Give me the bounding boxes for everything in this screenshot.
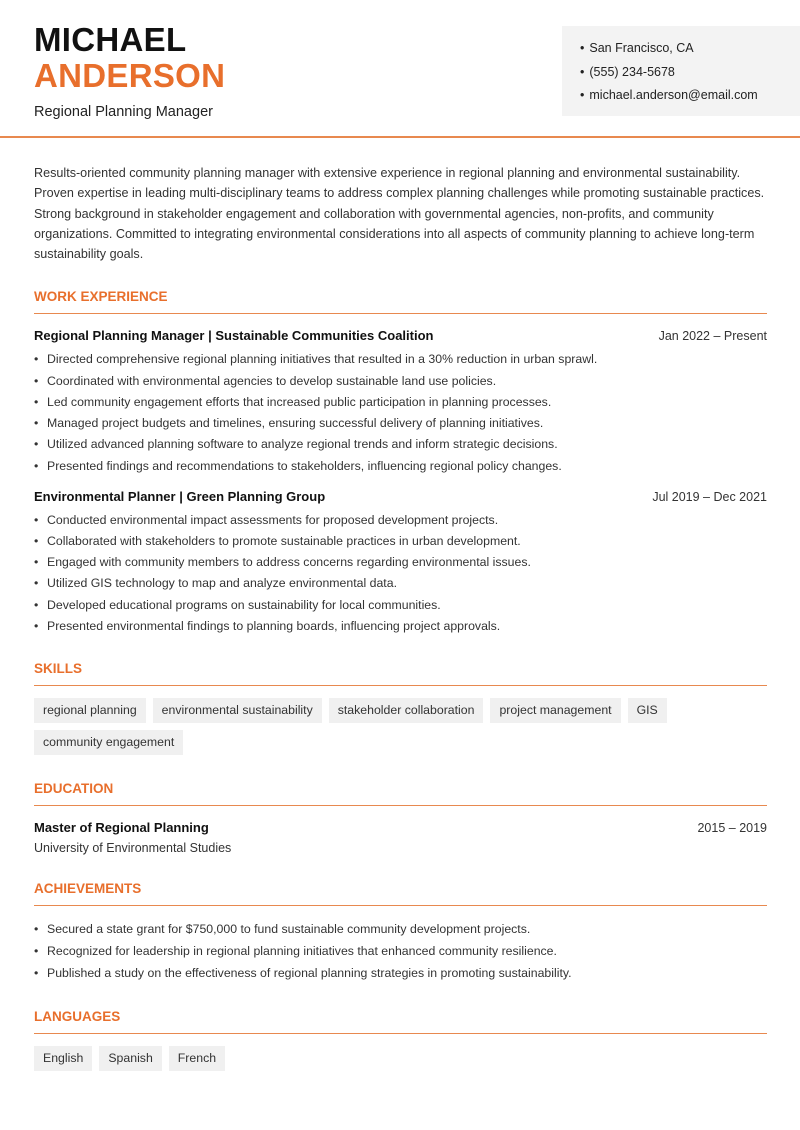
school: University of Environmental Studies <box>34 840 232 855</box>
list-item: • Presented findings and recommendations to stakeholders, influencing regional policy changes. <box>34 456 767 477</box>
job-role: Environmental Planner | Green Planning Group <box>34 488 326 504</box>
skill-tag: regional planning <box>34 698 146 723</box>
list-item: • Coordinated with environmental agencies to develop sustainable land use policies. <box>34 371 767 392</box>
languages-section <box>34 1009 767 1071</box>
job-entry <box>34 328 767 476</box>
section-title: ACHIEVEMENTS <box>34 881 767 906</box>
skill-tag: stakeholder collaboration <box>329 698 484 723</box>
skills-section <box>34 661 767 755</box>
education-section <box>34 781 767 855</box>
list-item: • Directed comprehensive regional planning initiatives that resulted in a 30% reduction in urban sprawl. <box>34 349 767 370</box>
first-name: MICHAEL <box>34 21 187 58</box>
job-dates: Jan 2022 – Present <box>658 329 767 344</box>
list-item: • Presented environmental findings to planning boards, influencing project approvals. <box>34 616 767 637</box>
achievement-list <box>34 918 767 984</box>
contact-list <box>562 26 800 108</box>
skill-tag: project management <box>490 698 620 723</box>
contact-box <box>562 26 800 116</box>
job-bullets <box>34 510 767 637</box>
summary: Results-oriented community planning manager with extensive experience in regional planning and environmental sustainability. Proven expertise in leading multi-disciplinary teams to address complex planning challenges while promoting sustainable practices. Strong background in stakeholder engagement and collaboration with governmental agencies, non-profits, and community organizations. Committed to integrating environmental considerations into all aspects of community planning to achieve long-term sustainability goals. <box>34 166 765 262</box>
section-title: SKILLS <box>34 661 767 686</box>
list-item: • Utilized GIS technology to map and analyze environmental data. <box>34 573 767 594</box>
skill-tag: environmental sustainability <box>153 698 322 723</box>
section-title: EDUCATION <box>34 781 767 806</box>
skill-tag: community engagement <box>34 730 183 755</box>
skill-tag: GIS <box>628 698 667 723</box>
job-role: Regional Planning Manager | Sustainable Communities Coalition <box>34 328 434 344</box>
list-item: • Engaged with community members to address concerns regarding environmental issues. <box>34 552 767 573</box>
language-tag: Spanish <box>99 1046 161 1071</box>
name-block <box>34 22 225 120</box>
contact-location: • San Francisco, CA <box>580 37 800 61</box>
language-tags <box>34 1046 767 1071</box>
section-title: LANGUAGES <box>34 1009 767 1034</box>
list-item: • Published a study on the effectiveness of regional planning strategies in promoting sustainability. <box>34 962 767 984</box>
language-tag: English <box>34 1046 92 1071</box>
list-item: • Secured a state grant for $750,000 to fund sustainable community development projects. <box>34 918 767 940</box>
list-item: • Led community engagement efforts that increased public participation in planning processes. <box>34 392 767 413</box>
list-item: • Collaborated with stakeholders to promote sustainable practices in urban development. <box>34 531 767 552</box>
list-item: • Developed educational programs on sustainability for local communities. <box>34 595 767 616</box>
section-title: WORK EXPERIENCE <box>34 289 767 314</box>
job-bullets <box>34 349 767 476</box>
education-dates: 2015 – 2019 <box>697 820 767 835</box>
degree: Master of Regional Planning <box>34 819 209 835</box>
list-item: • Recognized for leadership in regional planning initiatives that enhanced community resilience. <box>34 940 767 962</box>
job-entry <box>34 489 767 637</box>
list-item: • Conducted environmental impact assessments for proposed development projects. <box>34 510 767 531</box>
list-item: • Utilized advanced planning software to analyze regional trends and inform strategic decisions. <box>34 434 767 455</box>
last-name: ANDERSON <box>34 57 226 94</box>
language-tag: French <box>169 1046 225 1071</box>
job-dates: Jul 2019 – Dec 2021 <box>652 489 767 504</box>
job-title: Regional Planning Manager <box>34 104 213 120</box>
resume-body <box>34 163 767 1071</box>
achievements-section <box>34 881 767 984</box>
work-experience-section <box>34 289 767 636</box>
contact-phone: • (555) 234-5678 <box>580 61 800 85</box>
skill-tags <box>34 698 767 755</box>
contact-email: • michael.anderson@email.com <box>580 84 800 108</box>
list-item: • Managed project budgets and timelines, ensuring successful delivery of planning initiatives. <box>34 413 767 434</box>
resume-header <box>0 0 800 138</box>
